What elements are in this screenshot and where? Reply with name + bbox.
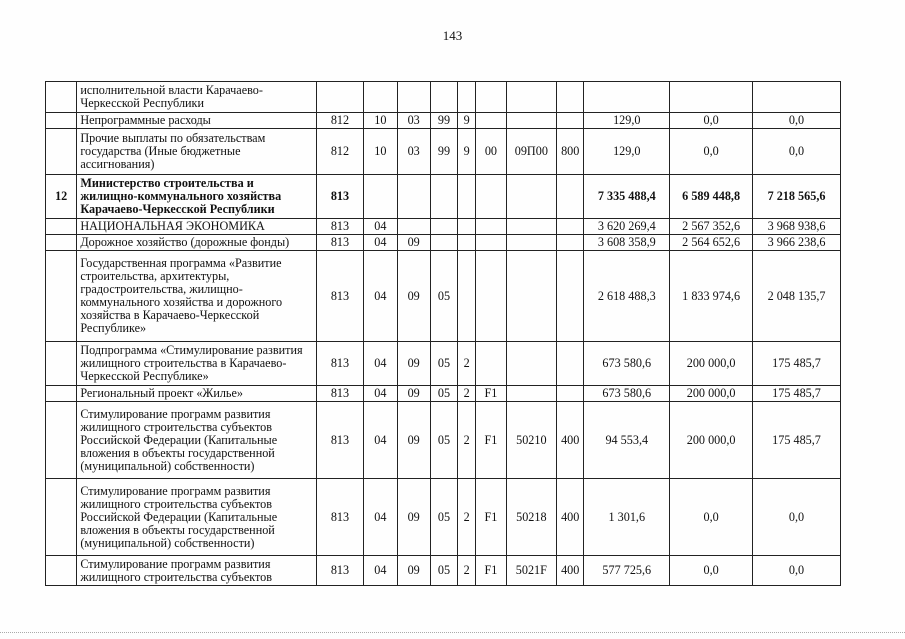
article-code xyxy=(506,219,557,235)
amount-1: 1 301,6 xyxy=(584,479,670,556)
subsection-code: 09 xyxy=(397,235,430,251)
section-code: 10 xyxy=(364,113,397,129)
section-code: 10 xyxy=(364,129,397,175)
program-code: 05 xyxy=(430,386,457,402)
amount-1: 3 608 358,9 xyxy=(584,235,670,251)
row-name: Министерство строительства и жилищно-коммунального хозяйства Карачаево-Черкесской Республики xyxy=(77,175,316,219)
amount-1: 129,0 xyxy=(584,129,670,175)
amount-3: 175 485,7 xyxy=(753,342,841,386)
amount-1 xyxy=(584,82,670,113)
amount-3: 3 968 938,6 xyxy=(753,219,841,235)
admin-code: 812 xyxy=(316,113,363,129)
page-number: 143 xyxy=(442,28,463,43)
table-row xyxy=(46,82,841,113)
row-number xyxy=(46,219,77,235)
expense-type-code xyxy=(557,342,584,386)
direction-code xyxy=(476,175,506,219)
amount-1: 2 618 488,3 xyxy=(584,251,670,342)
row-name: Стимулирование программ развития жилищного строительства субъектов Российской Федерации (Капитальные вложения в объекты государственной (муниципальной) собственности) xyxy=(77,402,316,479)
subprogram-code xyxy=(458,82,476,113)
row-name: Стимулирование программ развития жилищного строительства субъектов Российской Федерации (Капитальные вложения в объекты государственной (муниципальной) собственности) xyxy=(77,479,316,556)
row-name: Подпрограмма «Стимулирование развития жилищного строительства в Карачаево-Черкесской Республике» xyxy=(77,342,316,386)
subprogram-code: 9 xyxy=(458,129,476,175)
direction-code xyxy=(476,113,506,129)
subsection-code xyxy=(397,175,430,219)
expense-type-code xyxy=(557,251,584,342)
row-number xyxy=(46,82,77,113)
program-code: 05 xyxy=(430,402,457,479)
direction-code xyxy=(476,251,506,342)
expense-type-code: 800 xyxy=(557,129,584,175)
admin-code: 813 xyxy=(316,479,363,556)
article-code xyxy=(506,386,557,402)
subprogram-code xyxy=(458,219,476,235)
amount-1: 129,0 xyxy=(584,113,670,129)
section-code xyxy=(364,82,397,113)
direction-code: F1 xyxy=(476,386,506,402)
table-row xyxy=(46,129,841,175)
admin-code: 813 xyxy=(316,342,363,386)
program-code xyxy=(430,82,457,113)
program-code: 99 xyxy=(430,113,457,129)
direction-code xyxy=(476,342,506,386)
amount-2: 200 000,0 xyxy=(670,386,753,402)
admin-code: 813 xyxy=(316,386,363,402)
direction-code: F1 xyxy=(476,479,506,556)
program-code xyxy=(430,235,457,251)
section-code: 04 xyxy=(364,219,397,235)
amount-1: 673 580,6 xyxy=(584,342,670,386)
admin-code xyxy=(316,82,363,113)
subprogram-code: 2 xyxy=(458,342,476,386)
article-code: 5021F xyxy=(506,556,557,586)
scan-edge-divider xyxy=(0,632,905,633)
article-code xyxy=(506,175,557,219)
section-code: 04 xyxy=(364,342,397,386)
program-code: 99 xyxy=(430,129,457,175)
row-number xyxy=(46,113,77,129)
admin-code: 813 xyxy=(316,235,363,251)
amount-2: 0,0 xyxy=(670,556,753,586)
expense-type-code xyxy=(557,235,584,251)
expense-type-code: 400 xyxy=(557,479,584,556)
amount-3: 0,0 xyxy=(753,113,841,129)
table-row xyxy=(46,479,841,556)
program-code xyxy=(430,175,457,219)
article-code xyxy=(506,342,557,386)
admin-code: 813 xyxy=(316,175,363,219)
amount-1: 7 335 488,4 xyxy=(584,175,670,219)
amount-3: 0,0 xyxy=(753,129,841,175)
subsection-code xyxy=(397,82,430,113)
direction-code: F1 xyxy=(476,402,506,479)
row-number xyxy=(46,386,77,402)
amount-1: 3 620 269,4 xyxy=(584,219,670,235)
table-row xyxy=(46,219,841,235)
amount-1: 94 553,4 xyxy=(584,402,670,479)
amount-2: 1 833 974,6 xyxy=(670,251,753,342)
row-number xyxy=(46,556,77,586)
expense-type-code: 400 xyxy=(557,402,584,479)
subprogram-code: 2 xyxy=(458,402,476,479)
subprogram-code: 2 xyxy=(458,386,476,402)
row-number xyxy=(46,479,77,556)
budget-table xyxy=(45,81,841,586)
amount-2: 0,0 xyxy=(670,113,753,129)
subprogram-code xyxy=(458,235,476,251)
admin-code: 812 xyxy=(316,129,363,175)
subsection-code: 03 xyxy=(397,113,430,129)
subprogram-code xyxy=(458,251,476,342)
expense-type-code xyxy=(557,113,584,129)
amount-3: 3 966 238,6 xyxy=(753,235,841,251)
amount-2: 0,0 xyxy=(670,129,753,175)
section-code: 04 xyxy=(364,386,397,402)
amount-2: 0,0 xyxy=(670,479,753,556)
direction-code: F1 xyxy=(476,556,506,586)
section-code: 04 xyxy=(364,556,397,586)
direction-code xyxy=(476,82,506,113)
section-code: 04 xyxy=(364,479,397,556)
amount-1: 577 725,6 xyxy=(584,556,670,586)
amount-3: 0,0 xyxy=(753,556,841,586)
direction-code xyxy=(476,219,506,235)
article-code: 50210 xyxy=(506,402,557,479)
section-code: 04 xyxy=(364,402,397,479)
article-code: 50218 xyxy=(506,479,557,556)
subsection-code: 09 xyxy=(397,402,430,479)
row-name: исполнительной власти Карачаево-Черкесской Республики xyxy=(77,82,316,113)
row-number: 12 xyxy=(46,175,77,219)
table-row xyxy=(46,402,841,479)
program-code: 05 xyxy=(430,251,457,342)
admin-code: 813 xyxy=(316,251,363,342)
table-row xyxy=(46,386,841,402)
direction-code: 00 xyxy=(476,129,506,175)
row-name: Дорожное хозяйство (дорожные фонды) xyxy=(77,235,316,251)
expense-type-code: 400 xyxy=(557,556,584,586)
table-row xyxy=(46,113,841,129)
table-row xyxy=(46,342,841,386)
subsection-code: 09 xyxy=(397,479,430,556)
subsection-code: 09 xyxy=(397,556,430,586)
amount-3: 2 048 135,7 xyxy=(753,251,841,342)
program-code: 05 xyxy=(430,342,457,386)
article-code: 09П00 xyxy=(506,129,557,175)
admin-code: 813 xyxy=(316,219,363,235)
section-code xyxy=(364,175,397,219)
row-name: НАЦИОНАЛЬНАЯ ЭКОНОМИКА xyxy=(77,219,316,235)
article-code xyxy=(506,235,557,251)
subsection-code: 03 xyxy=(397,129,430,175)
subprogram-code xyxy=(458,175,476,219)
subprogram-code: 2 xyxy=(458,556,476,586)
subprogram-code: 2 xyxy=(458,479,476,556)
article-code xyxy=(506,113,557,129)
section-code: 04 xyxy=(364,235,397,251)
subprogram-code: 9 xyxy=(458,113,476,129)
table-row xyxy=(46,251,841,342)
amount-2: 2 564 652,6 xyxy=(670,235,753,251)
row-number xyxy=(46,402,77,479)
direction-code xyxy=(476,235,506,251)
expense-type-code xyxy=(557,175,584,219)
program-code: 05 xyxy=(430,479,457,556)
row-number xyxy=(46,251,77,342)
row-name: Прочие выплаты по обязательствам государства (Иные бюджетные ассигнования) xyxy=(77,129,316,175)
subsection-code: 09 xyxy=(397,251,430,342)
article-code xyxy=(506,251,557,342)
admin-code: 813 xyxy=(316,556,363,586)
table-row xyxy=(46,235,841,251)
amount-2 xyxy=(670,82,753,113)
amount-3: 175 485,7 xyxy=(753,402,841,479)
article-code xyxy=(506,82,557,113)
row-name: Стимулирование программ развития жилищного строительства субъектов xyxy=(77,556,316,586)
amount-2: 2 567 352,6 xyxy=(670,219,753,235)
admin-code: 813 xyxy=(316,402,363,479)
row-number xyxy=(46,235,77,251)
amount-3: 7 218 565,6 xyxy=(753,175,841,219)
section-code: 04 xyxy=(364,251,397,342)
row-number xyxy=(46,129,77,175)
subsection-code: 09 xyxy=(397,342,430,386)
row-name: Региональный проект «Жилье» xyxy=(77,386,316,402)
expense-type-code xyxy=(557,82,584,113)
table-row xyxy=(46,175,841,219)
row-name: Государственная программа «Развитие строительства, архитектуры, градостроительства, жилищно-коммунального хозяйства и дорожного хозяйства в Карачаево-Черкесской Республике» xyxy=(77,251,316,342)
program-code xyxy=(430,219,457,235)
amount-3 xyxy=(753,82,841,113)
subsection-code: 09 xyxy=(397,386,430,402)
row-number xyxy=(46,342,77,386)
amount-3: 175 485,7 xyxy=(753,386,841,402)
amount-2: 6 589 448,8 xyxy=(670,175,753,219)
row-name: Непрограммные расходы xyxy=(77,113,316,129)
table-row xyxy=(46,556,841,586)
expense-type-code xyxy=(557,386,584,402)
program-code: 05 xyxy=(430,556,457,586)
subsection-code xyxy=(397,219,430,235)
amount-2: 200 000,0 xyxy=(670,342,753,386)
amount-2: 200 000,0 xyxy=(670,402,753,479)
expense-type-code xyxy=(557,219,584,235)
amount-1: 673 580,6 xyxy=(584,386,670,402)
amount-3: 0,0 xyxy=(753,479,841,556)
